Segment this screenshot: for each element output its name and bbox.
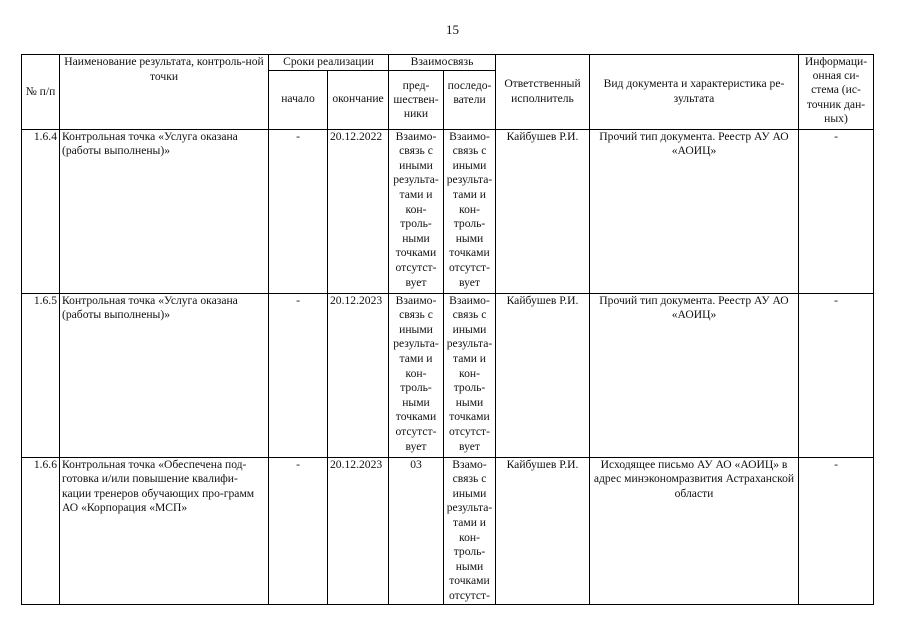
cell-start: - xyxy=(269,129,328,293)
header-info-system: Информаци-онная си-стема (ис-точник дан-ных) xyxy=(799,55,874,130)
cell-doc-type: Прочий тип документа. Реестр АУ АО «АОИЦ» xyxy=(590,129,799,293)
plan-table xyxy=(21,54,874,605)
cell-predecessors: Взаимо-связь с иными результа-тами и кон-троль-ными точками отсутст-вует xyxy=(389,293,444,457)
header-predecessors: пред-шествен-ники xyxy=(389,70,444,129)
cell-end: 20.12.2022 xyxy=(328,129,389,293)
cell-responsible: Кайбушев Р.И. xyxy=(496,129,590,293)
cell-end: 20.12.2023 xyxy=(328,293,389,457)
cell-successors: Взаимо-связь с иными результа-тами и кон-троль-ными точками отсутст-вует xyxy=(444,129,496,293)
cell-end: 20.12.2023 xyxy=(328,457,389,604)
header-responsible: Ответственный исполнитель xyxy=(496,55,590,130)
cell-info-system: - xyxy=(799,293,874,457)
cell-responsible: Кайбушев Р.И. xyxy=(496,293,590,457)
header-num: № п/п xyxy=(22,55,60,130)
header-doc-type: Вид документа и характеристика ре-зультата xyxy=(590,55,799,130)
cell-predecessors: 03 xyxy=(389,457,444,604)
header-end: окончание xyxy=(328,70,389,129)
cell-num: 1.6.6 xyxy=(22,457,60,604)
cell-start: - xyxy=(269,457,328,604)
cell-doc-type: Исходящее письмо АУ АО «АОИЦ» в адрес минэкономразвития Астраханской области xyxy=(590,457,799,604)
cell-doc-type: Прочий тип документа. Реестр АУ АО «АОИЦ» xyxy=(590,293,799,457)
table-row xyxy=(22,457,874,604)
cell-name: Контрольная точка «Обеспечена под-готовка и/или повышение квалифи-кации тренеров обучающих про-грамм АО «Корпорация «МСП» xyxy=(60,457,269,604)
cell-start: - xyxy=(269,293,328,457)
cell-successors: Взамо-связь с иными результа-тами и кон-троль-ными точками отсутст- xyxy=(444,457,496,604)
header-start: начало xyxy=(269,70,328,129)
header-relation: Взаимосвязь xyxy=(389,55,496,71)
header-successors: последо-ватели xyxy=(444,70,496,129)
cell-predecessors: Взаимо-связь с иными результа-тами и кон-троль-ными точками отсутст-вует xyxy=(389,129,444,293)
cell-successors: Взаимо-связь с иными результа-тами и кон-троль-ными точками отсутст-вует xyxy=(444,293,496,457)
cell-responsible: Кайбушев Р.И. xyxy=(496,457,590,604)
cell-num: 1.6.4 xyxy=(22,129,60,293)
cell-num: 1.6.5 xyxy=(22,293,60,457)
header-terms: Сроки реализации xyxy=(269,55,389,71)
page-number: 15 xyxy=(446,22,459,37)
table-row xyxy=(22,293,874,457)
cell-name: Контрольная точка «Услуга оказана (работы выполнены)» xyxy=(60,129,269,293)
header-row-1 xyxy=(22,55,874,71)
header-name: Наименование результата, контроль-ной точки xyxy=(60,55,269,130)
table-row xyxy=(22,129,874,293)
cell-name: Контрольная точка «Услуга оказана (работы выполнены)» xyxy=(60,293,269,457)
cell-info-system: - xyxy=(799,457,874,604)
cell-info-system: - xyxy=(799,129,874,293)
